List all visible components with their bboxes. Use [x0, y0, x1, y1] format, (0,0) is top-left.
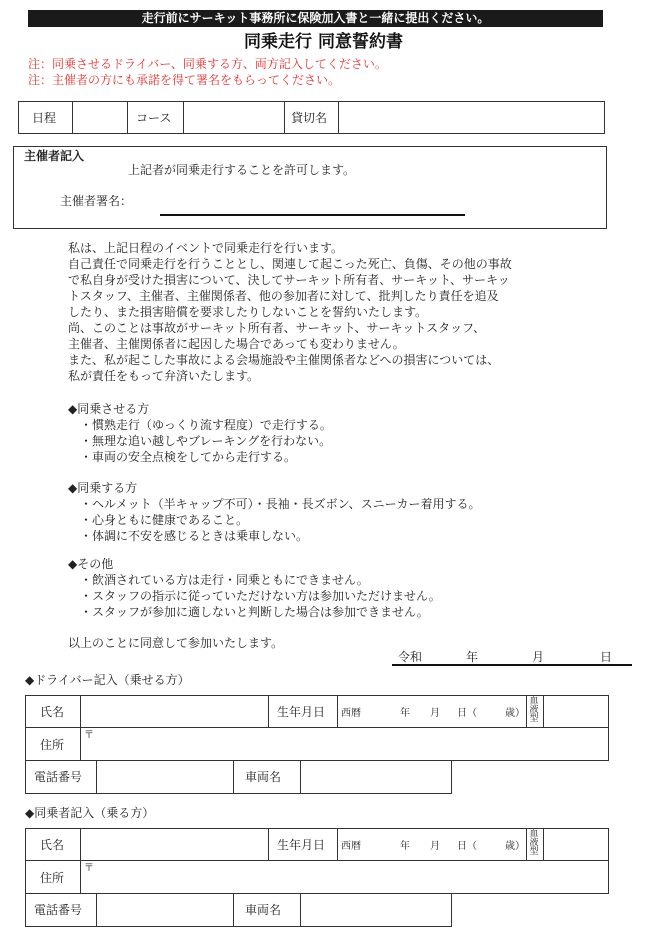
driver-blood-field[interactable]	[544, 696, 608, 727]
pledge-line: で私自身が受けた損害について、決してサーキット所有者、サーキット、サーキッ	[68, 273, 510, 287]
passenger-age: 歳）	[505, 841, 525, 852]
passenger-name-field[interactable]	[81, 829, 268, 860]
passenger-address-label: 住所	[40, 871, 65, 885]
driver-name-field[interactable]	[81, 696, 268, 727]
course-field[interactable]	[184, 102, 284, 133]
charter-field[interactable]	[339, 102, 604, 133]
note-line-1: 注：同乗させるドライバー、同乗する方、両方記入してください。	[28, 57, 387, 71]
date-year: 年	[466, 650, 479, 664]
date-day: 日	[600, 650, 613, 664]
date-era: 令和	[398, 650, 423, 664]
driver-phone-label: 電話番号	[34, 770, 83, 784]
passenger-blood-label: 血 液 型	[529, 829, 539, 857]
driver-birth-field[interactable]	[338, 696, 526, 727]
other-rule-item: ・飲酒されている方は走行・同乗ともにできません。	[80, 573, 369, 587]
agreement-text: 以上のことに同意して参加いたします。	[68, 636, 284, 650]
driver-seireki: 西暦	[341, 708, 361, 719]
passenger-birth-month: 月	[430, 841, 440, 852]
organizer-section	[13, 146, 607, 229]
driver-form-heading: ◆ドライバー記入（乗せる方）	[25, 673, 190, 687]
pledge-paragraph	[68, 240, 588, 384]
pledge-line: 私は、上記日程のイベントで同乗走行を行います。	[68, 241, 344, 255]
passenger-name-label: 氏名	[40, 838, 65, 852]
passenger-address-field[interactable]	[81, 861, 608, 893]
pledge-line: また、私が起こした事故による会場施設や主催関係者などへの損害については、	[68, 353, 500, 367]
schedule-field[interactable]	[73, 102, 127, 133]
submission-banner: 走行前にサーキット事務所に保険加入書と一緒に提出ください。	[28, 10, 603, 27]
other-rule-item: ・スタッフの指示に従っていただけない方は参加いただけません。	[80, 589, 441, 603]
driver-birth-label: 生年月日	[277, 705, 326, 719]
driver-address-label: 住所	[40, 738, 65, 752]
passenger-rules-heading: ◆同乗する方	[68, 481, 138, 495]
passenger-seireki: 西暦	[341, 841, 361, 852]
pledge-line: 自己責任で同乗走行を行うこととし、関連して起こった死亡、負傷、その他の事故	[68, 257, 512, 271]
other-rules-section	[68, 556, 441, 620]
driver-postal-mark: 〒	[84, 730, 94, 741]
driver-rule-item: ・慣熟走行（ゆっくり流す程度）で走行する。	[80, 418, 332, 432]
pledge-line: 主催者、主催関係者に起因した場合であっても変わりません。	[68, 337, 405, 351]
charter-label: 貸切名	[291, 111, 328, 125]
passenger-phone-label: 電話番号	[34, 903, 83, 917]
other-rules-heading: ◆その他	[68, 557, 114, 571]
driver-rule-item: ・無理な追い越しやブレーキングを行わない。	[80, 434, 332, 448]
schedule-label: 日程	[32, 111, 57, 125]
driver-blood-label: 血 液 型	[529, 696, 539, 724]
organizer-signature-label: 主催者署名：	[60, 194, 133, 208]
passenger-birth-day: 日（	[457, 841, 477, 852]
pledge-line: トスタッフ、主催者、主催関係者、他の参加者に対して、批判したり責任を追及	[68, 289, 499, 303]
driver-address-field[interactable]	[81, 728, 608, 760]
date-underline[interactable]	[392, 664, 632, 666]
passenger-birth-label: 生年月日	[277, 838, 326, 852]
passenger-rule-item: ・体調に不安を感じるときは乗車しない。	[80, 529, 309, 543]
driver-name-label: 氏名	[40, 705, 65, 719]
passenger-car-label: 車両名	[245, 903, 282, 917]
passenger-rule-item: ・ヘルメット（半キャップ不可）・長袖・長ズボン、スニーカー着用する。	[80, 497, 481, 511]
passenger-rule-item: ・心身ともに健康であること。	[80, 513, 249, 527]
driver-car-field[interactable]	[301, 761, 451, 793]
note-line-2: 注：主催者の方にも承諾を得て署名をもらってください。	[28, 73, 341, 87]
passenger-birth-field[interactable]	[338, 829, 526, 860]
date-month: 月	[532, 650, 545, 664]
passenger-car-field[interactable]	[301, 894, 451, 926]
driver-birth-year: 年	[400, 708, 410, 719]
pledge-line: 私が責任をもって弁済いたします。	[68, 369, 260, 383]
driver-rules-heading: ◆同乗させる方	[68, 402, 150, 416]
organizer-permission-text: 上記者が同乗走行することを許可します。	[128, 163, 356, 177]
driver-age: 歳）	[505, 708, 525, 719]
other-rule-item: ・スタッフが参加に適しないと判断した場合は参加できません。	[80, 605, 429, 619]
driver-phone-field[interactable]	[97, 761, 233, 793]
driver-birth-day: 日（	[457, 708, 477, 719]
page-title: 同乗走行 同意誓約書	[244, 32, 403, 52]
organizer-signature-line[interactable]	[160, 214, 465, 216]
passenger-birth-year: 年	[400, 841, 410, 852]
driver-rule-item: ・車両の安全点検をしてから走行する。	[80, 450, 297, 464]
passenger-rules-section	[68, 480, 480, 544]
driver-car-label: 車両名	[245, 770, 282, 784]
driver-birth-month: 月	[430, 708, 440, 719]
passenger-blood-field[interactable]	[544, 829, 608, 860]
passenger-postal-mark: 〒	[84, 863, 94, 874]
course-label: コース	[136, 111, 172, 125]
pledge-line: したり、また損害賠償を要求したりしないことを誓約いたします。	[68, 305, 428, 319]
passenger-form-heading: ◆同乗者記入（乗る方）	[25, 806, 155, 820]
passenger-phone-field[interactable]	[97, 894, 233, 926]
organizer-section-label: 主催者記入	[24, 149, 85, 163]
pledge-line: 尚、このことは事故がサーキット所有者、サーキット、サーキットスタッフ、	[68, 321, 486, 335]
driver-rules-section	[68, 401, 332, 465]
